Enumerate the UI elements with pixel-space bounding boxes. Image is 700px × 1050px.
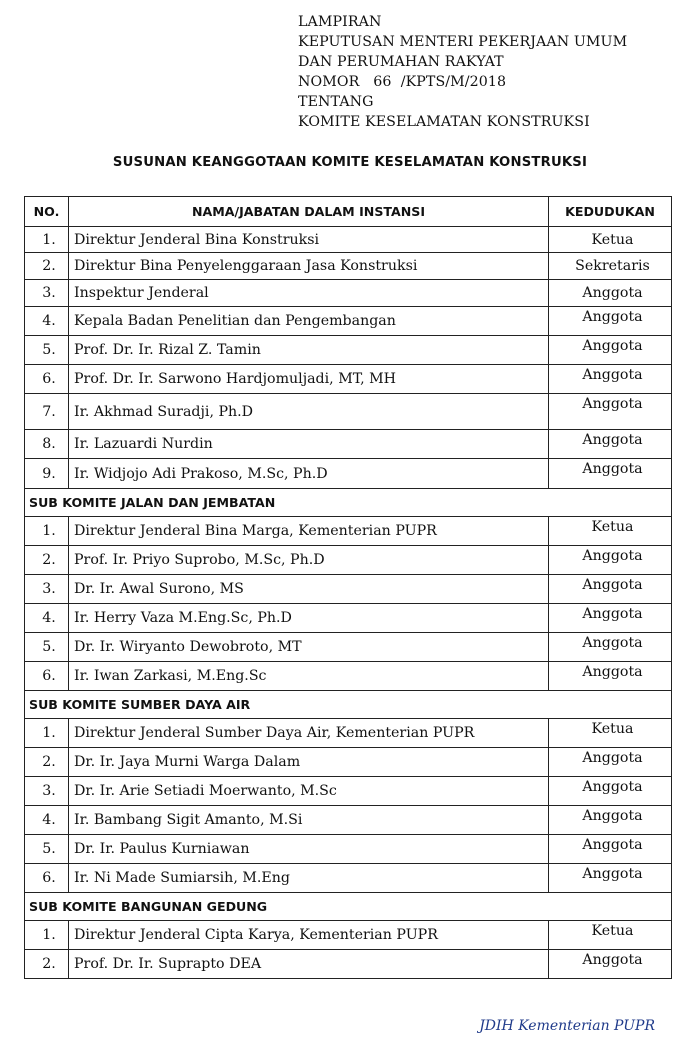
member-name: Prof. Ir. Priyo Suprobo, M.Sc, Ph.D xyxy=(69,546,549,575)
section-title: SUB KOMITE SUMBER DAYA AIR xyxy=(25,691,672,719)
table-row xyxy=(25,365,672,394)
header-line-komite: KOMITE KESELAMATAN KONSTRUKSI xyxy=(298,114,590,130)
table-row xyxy=(25,253,672,280)
table-row xyxy=(25,662,672,691)
member-position: Anggota xyxy=(549,835,672,864)
row-number: 2. xyxy=(25,546,69,575)
table-row xyxy=(25,950,672,979)
table-row xyxy=(25,307,672,336)
footer-source: JDIH Kementerian PUPR xyxy=(479,1018,655,1034)
row-number: 4. xyxy=(25,604,69,633)
table-row xyxy=(25,227,672,253)
membership-table xyxy=(24,196,672,979)
member-position: Ketua xyxy=(549,227,672,253)
table-row xyxy=(25,719,672,748)
row-number: 1. xyxy=(25,227,69,253)
header-line-lampiran: LAMPIRAN xyxy=(298,14,382,30)
member-position: Ketua xyxy=(549,719,672,748)
table-row xyxy=(25,748,672,777)
member-position: Anggota xyxy=(549,307,672,336)
row-number: 1. xyxy=(25,517,69,546)
member-name: Prof. Dr. Ir. Suprapto DEA xyxy=(69,950,549,979)
row-number: 9. xyxy=(25,459,69,489)
member-position: Anggota xyxy=(549,394,672,430)
row-number: 5. xyxy=(25,633,69,662)
member-position: Anggota xyxy=(549,546,672,575)
member-position: Anggota xyxy=(549,459,672,489)
member-position: Anggota xyxy=(549,864,672,893)
row-number: 8. xyxy=(25,430,69,459)
column-header-no: NO. xyxy=(25,197,69,227)
member-name: Ir. Widjojo Adi Prakoso, M.Sc, Ph.D xyxy=(69,459,549,489)
section-title: SUB KOMITE JALAN DAN JEMBATAN xyxy=(25,489,672,517)
member-name: Inspektur Jenderal xyxy=(69,280,549,307)
header-line-keputusan: KEPUTUSAN MENTERI PEKERJAAN UMUM xyxy=(298,34,628,50)
row-number: 4. xyxy=(25,806,69,835)
row-number: 1. xyxy=(25,719,69,748)
row-number: 7. xyxy=(25,394,69,430)
member-name: Dr. Ir. Jaya Murni Warga Dalam xyxy=(69,748,549,777)
row-number: 2. xyxy=(25,950,69,979)
member-position: Anggota xyxy=(549,575,672,604)
table-header-row xyxy=(25,197,672,227)
member-name: Ir. Lazuardi Nurdin xyxy=(69,430,549,459)
table-row xyxy=(25,546,672,575)
table-row xyxy=(25,430,672,459)
member-position: Anggota xyxy=(549,777,672,806)
member-position: Anggota xyxy=(549,806,672,835)
member-name: Ir. Herry Vaza M.Eng.Sc, Ph.D xyxy=(69,604,549,633)
row-number: 3. xyxy=(25,575,69,604)
section-header-row xyxy=(25,691,672,719)
header-line-perumahan: DAN PERUMAHAN RAKYAT xyxy=(298,54,504,70)
table-row xyxy=(25,336,672,365)
row-number: 3. xyxy=(25,777,69,806)
member-position: Anggota xyxy=(549,633,672,662)
table-row xyxy=(25,864,672,893)
row-number: 6. xyxy=(25,662,69,691)
member-name: Dr. Ir. Awal Surono, MS xyxy=(69,575,549,604)
row-number: 6. xyxy=(25,864,69,893)
section-header-row xyxy=(25,489,672,517)
row-number: 5. xyxy=(25,835,69,864)
table-row xyxy=(25,777,672,806)
member-name: Direktur Jenderal Bina Konstruksi xyxy=(69,227,549,253)
row-number: 2. xyxy=(25,748,69,777)
decree-header xyxy=(298,12,627,132)
table-row xyxy=(25,280,672,307)
member-position: Anggota xyxy=(549,280,672,307)
column-header-position: KEDUDUKAN xyxy=(549,197,672,227)
member-name: Ir. Bambang Sigit Amanto, M.Si xyxy=(69,806,549,835)
header-line-nomor: NOMOR 66 /KPTS/M/2018 xyxy=(298,74,507,90)
table-row xyxy=(25,575,672,604)
table-row xyxy=(25,806,672,835)
member-name: Ir. Akhmad Suradji, Ph.D xyxy=(69,394,549,430)
member-position: Anggota xyxy=(549,604,672,633)
table-row xyxy=(25,394,672,430)
table-row xyxy=(25,633,672,662)
row-number: 2. xyxy=(25,253,69,280)
row-number: 6. xyxy=(25,365,69,394)
table-row xyxy=(25,604,672,633)
section-title: SUB KOMITE BANGUNAN GEDUNG xyxy=(25,893,672,921)
member-position: Anggota xyxy=(549,365,672,394)
member-position: Sekretaris xyxy=(549,253,672,280)
member-name: Dr. Ir. Wiryanto Dewobroto, MT xyxy=(69,633,549,662)
row-number: 4. xyxy=(25,307,69,336)
member-name: Ir. Iwan Zarkasi, M.Eng.Sc xyxy=(69,662,549,691)
member-name: Ir. Ni Made Sumiarsih, M.Eng xyxy=(69,864,549,893)
member-position: Anggota xyxy=(549,430,672,459)
member-position: Anggota xyxy=(549,950,672,979)
table-row xyxy=(25,459,672,489)
member-name: Direktur Jenderal Bina Marga, Kementerian PUPR xyxy=(69,517,549,546)
member-position: Anggota xyxy=(549,748,672,777)
member-name: Dr. Ir. Arie Setiadi Moerwanto, M.Sc xyxy=(69,777,549,806)
table-body xyxy=(25,227,672,979)
member-name: Direktur Jenderal Cipta Karya, Kementerian PUPR xyxy=(69,921,549,950)
column-header-name: NAMA/JABATAN DALAM INSTANSI xyxy=(69,197,549,227)
member-name: Kepala Badan Penelitian dan Pengembangan xyxy=(69,307,549,336)
row-number: 1. xyxy=(25,921,69,950)
member-position: Ketua xyxy=(549,517,672,546)
document-title: SUSUNAN KEANGGOTAAN KOMITE KESELAMATAN KONSTRUKSI xyxy=(112,155,588,170)
table-row xyxy=(25,517,672,546)
member-name: Prof. Dr. Ir. Sarwono Hardjomuljadi, MT, MH xyxy=(69,365,549,394)
table-row xyxy=(25,921,672,950)
section-header-row xyxy=(25,893,672,921)
member-name: Prof. Dr. Ir. Rizal Z. Tamin xyxy=(69,336,549,365)
member-position: Anggota xyxy=(549,336,672,365)
member-position: Ketua xyxy=(549,921,672,950)
member-position: Anggota xyxy=(549,662,672,691)
row-number: 5. xyxy=(25,336,69,365)
header-line-tentang: TENTANG xyxy=(298,94,374,110)
member-name: Direktur Bina Penyelenggaraan Jasa Konstruksi xyxy=(69,253,549,280)
member-name: Dr. Ir. Paulus Kurniawan xyxy=(69,835,549,864)
member-name: Direktur Jenderal Sumber Daya Air, Kementerian PUPR xyxy=(69,719,549,748)
table-row xyxy=(25,835,672,864)
row-number: 3. xyxy=(25,280,69,307)
